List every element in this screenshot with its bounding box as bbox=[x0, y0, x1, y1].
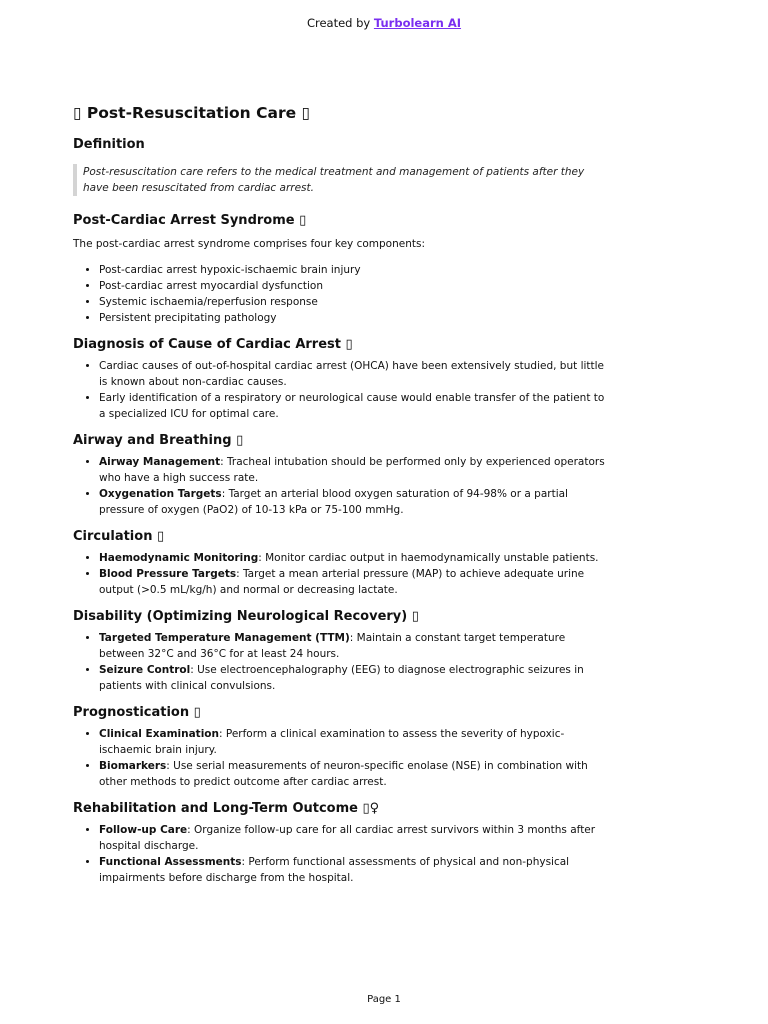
section-heading-diagnosis: Diagnosis of Cause of Cardiac Arrest ▯ bbox=[73, 337, 353, 352]
prognostication-list bbox=[73, 726, 613, 790]
section-heading-prognostication: Prognostication ▯ bbox=[73, 705, 201, 720]
list-item: • Airway Management: Tracheal intubation should be performed only by experienced operators who have a high success rate. bbox=[99, 454, 613, 486]
list-item: • Post-cardiac arrest myocardial dysfunction bbox=[99, 278, 613, 294]
definition-quote: Post-resuscitation care refers to the medical treatment and management of patients after they have been resuscitated from cardiac arrest. bbox=[73, 164, 613, 196]
list-item: • Biomarkers: Use serial measurements of neuron-specific enolase (NSE) in combination with other methods to predict outcome after cardiac arrest. bbox=[99, 758, 613, 790]
section-heading-syndrome: Post-Cardiac Arrest Syndrome ▯ bbox=[73, 213, 307, 228]
airway-list bbox=[73, 454, 613, 518]
header-prefix: Created by bbox=[306, 16, 371, 30]
list-item: • Seizure Control: Use electroencephalography (EEG) to diagnose electrographic seizures in patients with clinical convulsions. bbox=[99, 662, 613, 694]
list-item: • Follow-up Care: Organize follow-up care for all cardiac arrest survivors within 3 months after hospital discharge. bbox=[99, 822, 613, 854]
syndrome-list bbox=[73, 262, 613, 326]
section-heading-definition: Definition bbox=[73, 137, 145, 152]
circulation-list bbox=[73, 550, 613, 598]
list-item: • Cardiac causes of out-of-hospital cardiac arrest (OHCA) have been extensively studied, but little is known about non-cardiac causes. bbox=[99, 358, 613, 390]
section-heading-airway: Airway and Breathing ▯ bbox=[73, 433, 244, 448]
list-item: • Clinical Examination: Perform a clinical examination to assess the severity of hypoxic-ischaemic brain injury. bbox=[99, 726, 613, 758]
turbolearn-link[interactable]: Turbolearn AI bbox=[373, 16, 462, 30]
rehabilitation-list bbox=[73, 822, 613, 886]
section-heading-disability: Disability (Optimizing Neurological Recovery) ▯ bbox=[73, 609, 419, 624]
diagnosis-list bbox=[73, 358, 613, 422]
list-item: • Early identification of a respiratory or neurological cause would enable transfer of the patient to a specialized ICU for optimal care. bbox=[99, 390, 613, 422]
list-item: • Targeted Temperature Management (TTM): Maintain a constant target temperature between 32°C and 36°C for at least 24 hours. bbox=[99, 630, 613, 662]
list-item: • Systemic ischaemia/reperfusion response bbox=[99, 294, 613, 310]
section-heading-circulation: Circulation ▯ bbox=[73, 529, 165, 544]
page-header bbox=[0, 16, 768, 30]
list-item: • Blood Pressure Targets: Target a mean arterial pressure (MAP) to achieve adequate urine output (>0.5 mL/kg/h) and normal or decreasing lactate. bbox=[99, 566, 613, 598]
list-item: • Persistent precipitating pathology bbox=[99, 310, 613, 326]
syndrome-intro: The post-cardiac arrest syndrome comprises four key components: bbox=[73, 238, 425, 250]
list-item: • Oxygenation Targets: Target an arterial blood oxygen saturation of 94-98% or a partial pressure of oxygen (PaO2) of 10-13 kPa or 75-100 mmHg. bbox=[99, 486, 613, 518]
list-item: • Functional Assessments: Perform functional assessments of physical and non-physical impairments before discharge from the hospital. bbox=[99, 854, 613, 886]
page-title: ▯ Post-Resuscitation Care ▯ bbox=[73, 104, 311, 122]
page-number: Page 1 bbox=[367, 994, 401, 1005]
section-heading-rehabilitation: Rehabilitation and Long-Term Outcome ▯♀ bbox=[73, 801, 380, 816]
document-body bbox=[73, 102, 613, 886]
list-item: • Post-cardiac arrest hypoxic-ischaemic brain injury bbox=[99, 262, 613, 278]
disability-list bbox=[73, 630, 613, 694]
list-item: • Haemodynamic Monitoring: Monitor cardiac output in haemodynamically unstable patients. bbox=[99, 550, 613, 566]
